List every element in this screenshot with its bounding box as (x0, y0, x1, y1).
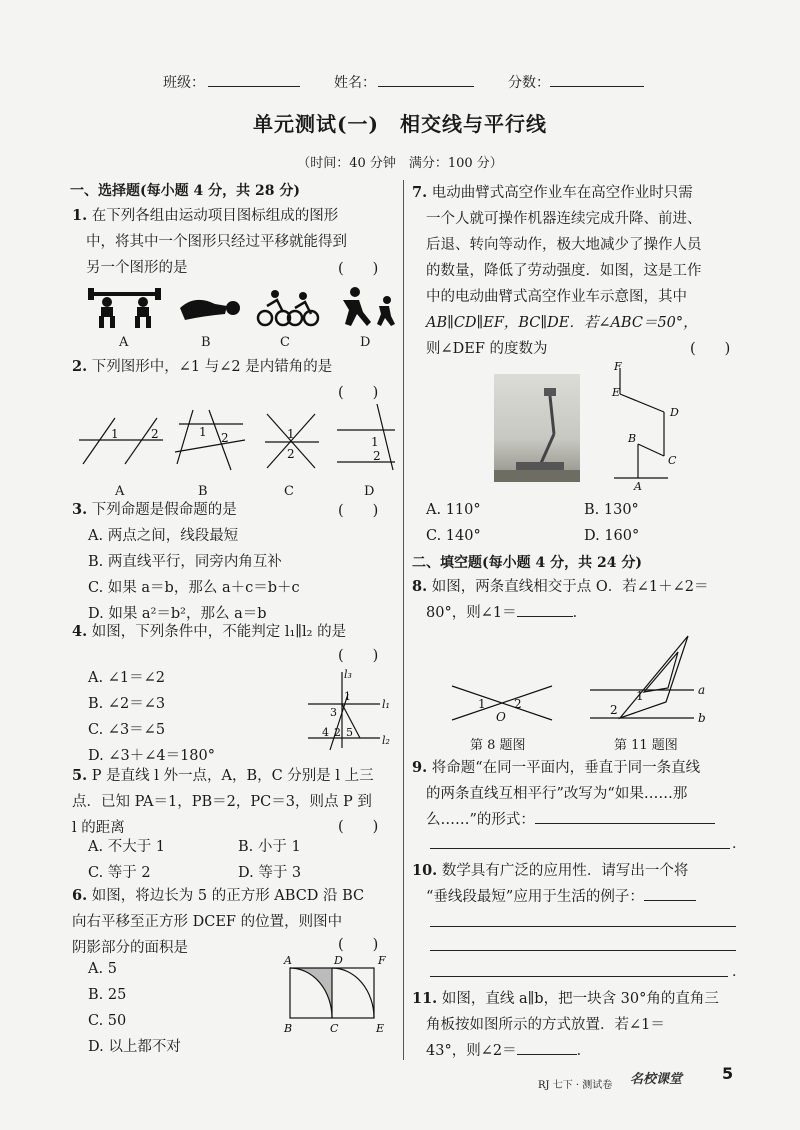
q2-figure-c (265, 414, 319, 468)
vertex-label: B (628, 432, 637, 445)
q9-period: . (732, 836, 737, 852)
angle-label: 1 (478, 697, 486, 711)
q7-text: 的数量，降低了劳动强度．如图，这是工作 (426, 263, 702, 279)
q5-option-b[interactable]: B. 小于 1 (238, 839, 301, 855)
q1-option-d[interactable]: D (360, 335, 371, 350)
q6-figure (280, 952, 390, 1038)
q3-option-d[interactable]: D. 如果 a²＝b²，那么 a＝b (88, 606, 267, 622)
q7-option-b[interactable]: B. 130° (584, 502, 639, 518)
label-l2: l₂ (382, 734, 390, 747)
q2-number: 2. (72, 358, 88, 375)
q8-answer-blank[interactable] (517, 616, 573, 617)
vertex-label: O (496, 710, 506, 724)
cycling-icon (258, 300, 318, 325)
label-l3: l₃ (344, 668, 352, 681)
q2-option-c[interactable]: C (284, 484, 294, 499)
q11-period: ． (576, 1043, 592, 1059)
q5-answer-paren[interactable]: ( ) (338, 819, 379, 835)
line-label-a: a (698, 683, 706, 697)
q2-angle-figures (75, 402, 395, 482)
q1-text: 另一个图形的是 (86, 260, 188, 276)
svg-text:1: 1 (199, 425, 207, 439)
q4-answer-paren[interactable]: ( ) (338, 648, 379, 664)
brand-logo: 名校课堂 (630, 1072, 683, 1087)
q3-option-b[interactable]: B. 两直线平行，同旁内角互补 (88, 554, 282, 570)
q8-text: 如图，两条直线相交于点 O．若∠1＋∠2＝ (431, 579, 709, 595)
vertex-label: F (378, 954, 386, 967)
q7-figure (608, 360, 688, 490)
q9-number: 9. (412, 759, 428, 776)
q2-text: 下列图形中，∠1 与∠2 是内错角的是 (91, 359, 333, 375)
angle-label: 3 (330, 706, 337, 719)
name-field[interactable] (378, 72, 474, 87)
q4-options (88, 665, 215, 769)
q11-figure (588, 630, 718, 730)
section-choice-heading: 一、选择题(每小题 4 分，共 28 分) (70, 183, 300, 199)
q6-text: 阴影部分的面积是 (72, 940, 188, 956)
q8-period: ． (572, 605, 588, 621)
q10-answer-blank[interactable] (644, 900, 696, 901)
q2-option-b[interactable]: B (198, 484, 208, 499)
running-icon (343, 287, 395, 326)
label-l1: l₁ (382, 698, 390, 711)
q4-option-a[interactable]: A. ∠1＝∠2 (88, 670, 165, 686)
q9-text: 将命题“在同一平面内，垂直于同一条直线 (431, 760, 701, 776)
q4-option-b[interactable]: B. ∠2＝∠3 (88, 696, 166, 712)
vertex-label: E (612, 386, 621, 399)
q7-number: 7. (412, 184, 428, 201)
q2-option-a[interactable]: A (115, 484, 125, 499)
angle-label: 4 (322, 726, 329, 739)
q6-answer-paren[interactable]: ( ) (338, 937, 379, 953)
vertex-label: B (284, 1022, 293, 1035)
line-label-b: b (698, 711, 706, 725)
q8-text: 80°，则∠1＝ (426, 605, 517, 621)
q6-option-d[interactable]: D. 以上都不对 (88, 1039, 181, 1055)
class-label: 班级： (163, 75, 205, 91)
q4-option-c[interactable]: C. ∠3＝∠5 (88, 722, 166, 738)
footer-series: RJ 七下 · 测试卷 (538, 1080, 613, 1091)
vertex-label: F (614, 360, 622, 373)
q2-figure-d (337, 404, 395, 470)
angle-label: 5 (346, 726, 353, 739)
q2-figure-a (79, 418, 163, 464)
angle-label: 2 (334, 726, 341, 739)
q2-figure-b (175, 410, 245, 470)
svg-text:1: 1 (111, 427, 119, 441)
question-8 (412, 574, 742, 626)
q4-figure (300, 664, 400, 754)
q10-answer-line[interactable] (430, 926, 736, 927)
q5-option-a[interactable]: A. 不大于 1 (88, 839, 166, 855)
q1-number: 1. (72, 207, 88, 224)
angle-label: 1 (344, 690, 351, 703)
q9-answer-line[interactable] (430, 848, 730, 849)
q3-answer-paren[interactable]: ( ) (338, 503, 379, 519)
exam-info: （时间：40 分钟 满分：100 分） (297, 156, 503, 171)
svg-text:1: 1 (287, 427, 295, 441)
q5-text: l 的距离 (72, 820, 125, 836)
q6-option-c[interactable]: C. 50 (88, 1013, 127, 1029)
q6-text: 向右平移至正方形 DCEF 的位置，则图中 (72, 914, 343, 930)
weightlifting-icon (88, 288, 161, 328)
q1-option-a[interactable]: A (119, 335, 129, 350)
score-field[interactable] (550, 72, 644, 87)
svg-text:2: 2 (151, 427, 159, 441)
q10-answer-line[interactable] (430, 950, 736, 951)
q9-text: 的两条直线互相平行”改写为“如果……那 (426, 786, 688, 802)
question-9 (412, 755, 742, 833)
q7-text: 电动曲臂式高空作业车在高空作业时只需 (431, 185, 693, 201)
q4-text: 如图，下列条件中，不能判定 l₁∥l₂ 的是 (91, 624, 347, 640)
vertex-label: D (334, 954, 343, 967)
vertex-label: D (670, 406, 679, 419)
q3-text: 下列命题是假命题的是 (91, 502, 237, 518)
q7-answer-paren[interactable]: ( ) (690, 341, 731, 357)
q10-answer-line[interactable] (430, 976, 728, 977)
q1-option-b[interactable]: B (201, 335, 211, 350)
q5-option-c[interactable]: C. 等于 2 (88, 865, 151, 881)
q7-text: 中的电动曲臂式高空作业车示意图，其中 (426, 289, 687, 305)
q10-text: 数学具有广泛的应用性．请写出一个将 (441, 863, 689, 879)
question-10 (412, 858, 742, 910)
q5-option-d[interactable]: D. 等于 3 (238, 865, 302, 881)
svg-text:2: 2 (373, 449, 381, 463)
q10-text: “垂线段最短”应用于生活的例子： (426, 889, 644, 905)
question-2 (72, 354, 332, 380)
svg-text:2: 2 (221, 431, 229, 445)
q1-text: 中，将其中一个图形只经过平移就能得到 (86, 234, 347, 250)
q3-option-a[interactable]: A. 两点之间，线段最短 (88, 528, 239, 544)
page-title: 单元测试(一) 相交线与平行线 (253, 112, 547, 136)
q1-answer-paren[interactable]: ( ) (338, 261, 379, 277)
q3-option-c[interactable]: C. 如果 a＝b，那么 a＋c＝b＋c (88, 580, 300, 596)
q11-text: 43°，则∠2＝ (426, 1043, 517, 1059)
q7-text: 一个人就可操作机器连续完成升降、前进、 (426, 211, 702, 227)
score-label: 分数： (508, 75, 550, 91)
q6-option-b[interactable]: B. 25 (88, 987, 127, 1003)
q7-text: 则∠DEF 的度数为 (426, 341, 548, 357)
name-label: 姓名： (334, 75, 376, 91)
q4-number: 4. (72, 623, 88, 640)
q11-text: 角板按如图所示的方式放置．若∠1＝ (426, 1017, 665, 1033)
section-fill-heading: 二、填空题(每小题 4 分，共 24 分) (412, 555, 642, 571)
angle-label: 1 (636, 689, 644, 703)
q6-number: 6. (72, 887, 88, 904)
q2-answer-paren[interactable]: ( ) (338, 385, 379, 401)
q10-period: . (732, 964, 737, 980)
q1-sport-icons (85, 286, 395, 330)
aerial-work-vehicle-photo (494, 374, 580, 482)
q7-option-d[interactable]: D. 160° (584, 528, 640, 544)
vehicle-sketch (494, 374, 580, 482)
vertex-label: C (330, 1022, 339, 1035)
vertex-label: A (634, 480, 642, 490)
q2-option-d[interactable]: D (364, 484, 375, 499)
vertex-label: C (668, 454, 677, 467)
q9-text: 么……”的形式： (426, 812, 535, 828)
q7-option-c[interactable]: C. 140° (426, 528, 481, 544)
q6-option-a[interactable]: A. 5 (88, 961, 117, 977)
q7-option-a[interactable]: A. 110° (426, 502, 481, 518)
page-number: 5 (722, 1064, 734, 1083)
swimming-icon (180, 300, 240, 320)
vertex-label: A (284, 954, 292, 967)
question-4 (72, 619, 346, 645)
question-7 (412, 180, 742, 362)
column-divider (403, 180, 404, 1060)
q1-option-c[interactable]: C (280, 335, 290, 350)
q5-number: 5. (72, 767, 88, 784)
q8-number: 8. (412, 578, 428, 595)
q7-text: 后退、转向等动作，极大地减少了操作人员 (426, 237, 702, 253)
q1-text: 在下列各组由运动项目图标组成的图形 (91, 208, 339, 224)
class-field[interactable] (208, 72, 300, 87)
svg-text:1: 1 (371, 435, 379, 449)
q11-number: 11. (412, 990, 438, 1007)
q9-answer-blank[interactable] (535, 823, 715, 824)
q11-text: 如图，直线 a∥b，把一块含 30°角的直角三 (441, 991, 719, 1007)
question-3 (72, 497, 300, 627)
q7-text: AB∥CD∥EF，BC∥DE．若∠ABC＝50°， (426, 315, 698, 331)
angle-label: 2 (610, 703, 618, 717)
fig8-caption: 第 8 题图 (470, 738, 526, 753)
vertex-label: E (376, 1022, 385, 1035)
q8-figure (448, 676, 558, 726)
q6-options (88, 956, 181, 1060)
q6-text: 如图，将边长为 5 的正方形 ABCD 沿 BC (91, 888, 365, 904)
q5-text: 点．已知 PA＝1，PB＝2，PC＝3，则点 P 到 (72, 794, 372, 810)
svg-text:2: 2 (287, 447, 295, 461)
question-11 (412, 986, 742, 1064)
q10-number: 10. (412, 862, 438, 879)
q5-text: P 是直线 l 外一点，A，B，C 分别是 l 上三 (91, 768, 374, 784)
fig11-caption: 第 11 题图 (614, 738, 678, 753)
q3-number: 3. (72, 501, 88, 518)
q4-option-d[interactable]: D. ∠3＋∠4＝180° (88, 748, 216, 764)
q11-answer-blank[interactable] (517, 1054, 577, 1055)
angle-label: 2 (514, 697, 522, 711)
